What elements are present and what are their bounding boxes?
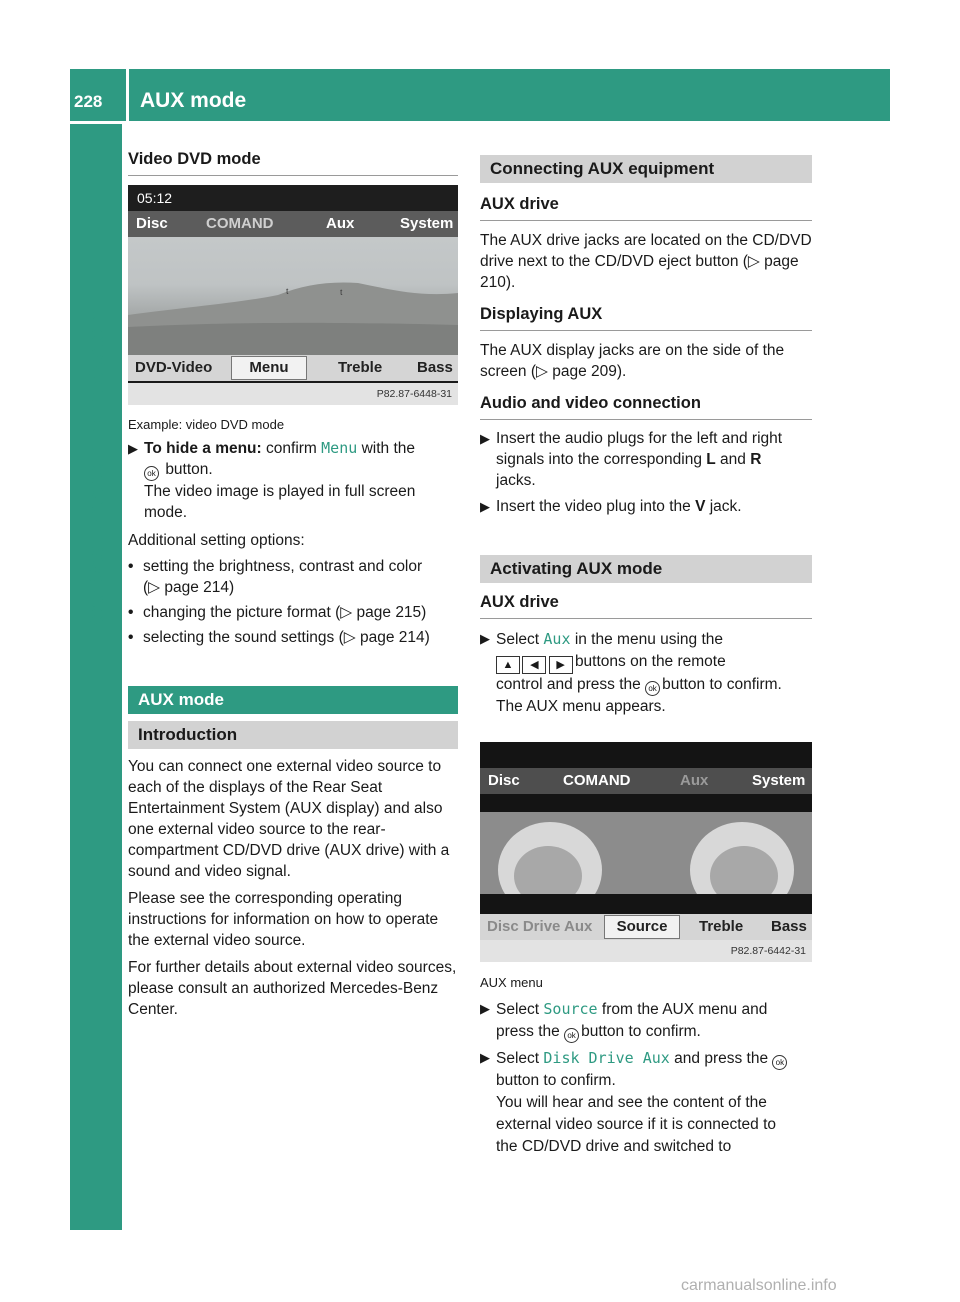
screen-time: 05:12 (137, 190, 173, 206)
bullet-icon: • (128, 558, 134, 575)
bottom-source-selected: Source (604, 915, 680, 939)
select-source-step (480, 998, 812, 1043)
av-step-1 (480, 428, 812, 491)
av-step-2 (480, 496, 812, 517)
code-source: Source (543, 1000, 598, 1018)
step-arrow-icon: ▶ (480, 1001, 490, 1016)
header-divider (126, 69, 129, 121)
step-text: buttons on the remote (574, 653, 726, 670)
video-frame (128, 237, 458, 355)
connecting-aux-bar: Connecting AUX equipment (480, 155, 812, 183)
select-aux-step (480, 628, 812, 718)
ok-button-icon: ok (772, 1055, 787, 1070)
code-menu: Menu (321, 439, 358, 457)
step-arrow-icon: ▶ (128, 441, 138, 456)
step-text: Insert the video plug into the (496, 498, 691, 515)
step-text: button to confirm. (662, 676, 782, 693)
displaying-aux-heading: Displaying AUX (480, 305, 812, 331)
displaying-aux-paragraph: The AUX display jacks are on the side of the screen (▷ page 209). (480, 342, 785, 380)
activating-aux-bar: Activating AUX mode (480, 555, 812, 583)
svg-text:ᵗ: ᵗ (340, 287, 343, 301)
aux-drive-heading-2: AUX drive (480, 593, 812, 619)
step-text: Select (496, 1050, 540, 1067)
step-text: and press the (674, 1050, 769, 1067)
bottom-menu-selected: Menu (231, 356, 307, 380)
bottom-bass: Bass (417, 359, 453, 376)
menu-system: System (752, 772, 806, 789)
step-arrow-icon: ▶ (480, 1050, 490, 1065)
bullet-text: (▷ page 214) (143, 579, 235, 596)
jack-v: V (695, 498, 706, 515)
menu-disc: Disc (136, 215, 168, 232)
step-text: button. (165, 461, 213, 478)
menu-system: System (400, 215, 454, 232)
step-text: the CD/DVD drive and switched to (496, 1138, 732, 1155)
screen-time-bar (128, 185, 458, 211)
screen-caption: Example: video DVD mode (128, 417, 285, 432)
step-text: from the AUX menu and (601, 1001, 768, 1018)
side-title-wrap (82, 145, 112, 635)
select-disk-drive-step (480, 1047, 812, 1158)
bullet-text: changing the picture format (▷ page 215) (143, 604, 427, 621)
step-arrow-icon: ▶ (480, 631, 490, 646)
bullet-icon: • (128, 629, 134, 646)
screen-caption-2: AUX menu (480, 975, 543, 990)
bullet-text: selecting the sound settings (▷ page 214) (143, 629, 430, 646)
screen-bottom-bar (480, 914, 812, 940)
bottom-disc-drive-aux: Disc Drive Aux (487, 918, 593, 935)
code-aux: Aux (543, 630, 571, 648)
menu-aux-selected: Aux (680, 772, 709, 789)
jack-r: R (750, 451, 762, 468)
bullet-item (128, 627, 458, 648)
screen-ref: P82.87-6442-31 (730, 945, 806, 957)
bottom-bass: Bass (771, 918, 807, 935)
menu-disc: Disc (488, 772, 520, 789)
right-key-icon: ▶ (549, 656, 573, 674)
bullet-icon: • (128, 604, 134, 621)
aux-mode-bar: AUX mode (128, 686, 458, 714)
step-bold: To hide a menu: (144, 440, 262, 457)
step-text: press the (496, 1023, 560, 1040)
jack-l: L (706, 451, 716, 468)
step-arrow-icon: ▶ (480, 431, 490, 446)
page-number: 228 (74, 92, 103, 111)
step-text: The video image is played in full screen (144, 483, 416, 500)
step-text: and (720, 451, 746, 468)
bullet-item (128, 602, 458, 623)
left-column (128, 150, 458, 1020)
ok-button-icon: ok (645, 681, 660, 696)
bottom-dvd-video: DVD-Video (135, 359, 213, 376)
right-column (480, 155, 812, 1158)
bullet-text: setting the brightness, contrast and color (143, 558, 423, 575)
introduction-bar: Introduction (128, 721, 458, 749)
video-dvd-heading: Video DVD mode (128, 150, 458, 176)
intro-paragraph-2: Please see the corresponding operating instructions for information on how to operate the external video source. (128, 890, 439, 949)
side-title: Rear Seat Entertainment System (85, 310, 108, 635)
aux-drive-paragraph: The AUX drive jacks are located on the CD/DVD drive next to the CD/DVD eject button (▷ page 210). (480, 232, 812, 291)
step-text: Insert the audio plugs for the left and right signals into the corresponding (496, 430, 783, 468)
bottom-treble: Treble (338, 359, 383, 376)
step-text: Select (496, 1001, 540, 1018)
menu-comand: COMAND (563, 772, 631, 789)
bullet-item (128, 556, 458, 598)
video-dvd-screen (128, 185, 458, 405)
aux-image (480, 812, 812, 894)
screen-menu-bar (128, 211, 458, 237)
menu-aux: Aux (326, 215, 355, 232)
intro-paragraph-3: For further details about external video sources, please consult an authorized Mercedes-Benz Center. (128, 959, 457, 1018)
code-disk-drive-aux: Disk Drive Aux (543, 1049, 670, 1067)
step-text: mode. (144, 504, 188, 521)
aux-menu-screen (480, 742, 812, 962)
step-arrow-icon: ▶ (480, 499, 490, 514)
step-text: external video source if it is connected to (496, 1116, 777, 1133)
screen-ref: P82.87-6448-31 (376, 388, 452, 400)
step-text: jack. (709, 498, 742, 515)
step-text: in the menu using the (574, 631, 724, 648)
screen-ref-bar (480, 940, 812, 962)
additional-options: Additional setting options: (128, 532, 305, 549)
step-text: Select (496, 631, 540, 648)
bottom-treble: Treble (699, 918, 744, 935)
step-text: with the (361, 440, 416, 457)
step-text: confirm (266, 440, 317, 457)
intro-paragraph-1: You can connect one external video source to each of the displays of the Rear Seat Entertainment System (AUX display) and also one external video source to the rear-compartment CD/DVD drive (AUX drive) with a sound and video signal. (128, 758, 450, 880)
video-landscape (128, 237, 458, 355)
step-text: button to confirm. (581, 1023, 701, 1040)
screen-bottom-bar (128, 355, 458, 381)
step-text: control and press the (496, 676, 641, 693)
left-key-icon: ◀ (522, 656, 546, 674)
screen-menu-bar (480, 768, 812, 794)
aux-image-art (480, 812, 812, 894)
menu-comand: COMAND (206, 215, 274, 232)
hide-menu-step (128, 438, 458, 523)
ok-button-icon: ok (144, 466, 159, 481)
footer-watermark: carmanualsonline.info (681, 1277, 837, 1294)
aux-drive-heading: AUX drive (480, 195, 812, 221)
svg-text:ᵗ: ᵗ (286, 286, 289, 300)
step-text: You will hear and see the content of the (496, 1094, 767, 1111)
audio-video-heading: Audio and video connection (480, 394, 812, 420)
up-key-icon: ▲ (496, 656, 520, 674)
step-text: jacks. (496, 472, 536, 489)
screen-ref-bar (128, 383, 458, 405)
step-text: The AUX menu appears. (496, 698, 666, 715)
page-title: AUX mode (140, 89, 247, 112)
ok-button-icon: ok (564, 1028, 579, 1043)
step-text: button to confirm. (496, 1072, 616, 1089)
